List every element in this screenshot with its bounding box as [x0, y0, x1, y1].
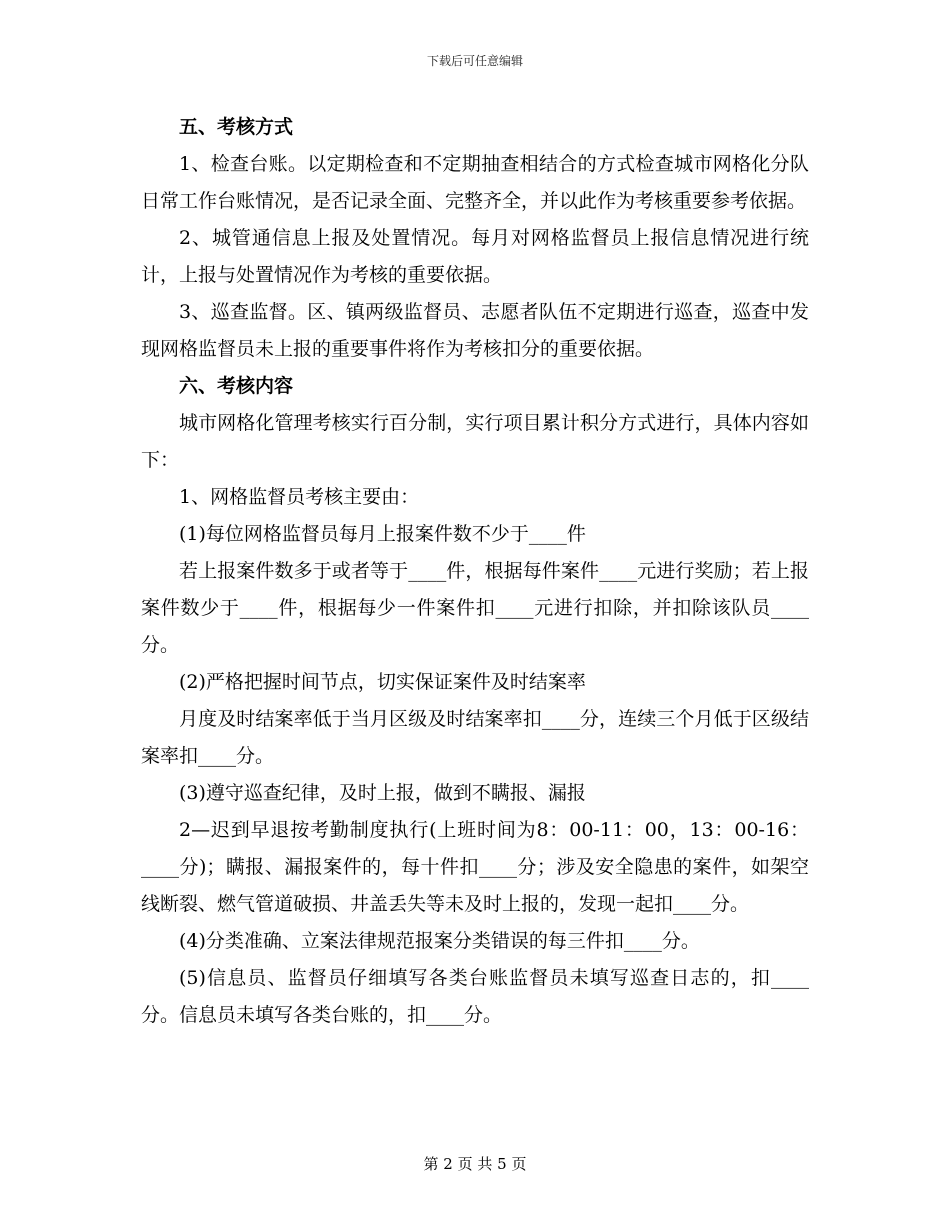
paragraph: (2)严格把握时间节点，切实保证案件及时结案率: [179, 671, 586, 693]
paragraph: 3、巡查监督。区、镇两级监督员、志愿者队伍不定期进行巡查，巡查中发现网格监督员未上报的重要事件将作为考核扣分的重要依据。: [141, 301, 809, 360]
paragraph: (3)遵守巡查纪律，及时上报，做到不瞒报、漏报: [179, 782, 586, 804]
document-body: [141, 109, 809, 1034]
paragraph: (4)分类准确、立案法律规范报案分类错误的每三件扣____分。: [179, 930, 700, 952]
paragraph: 城市网格化管理考核实行百分制，实行项目累计积分方式进行，具体内容如下：: [141, 412, 809, 471]
page-header-note: 下载后可任意编辑: [426, 54, 523, 68]
paragraph: (1)每位网格监督员每月上报案件数不少于____件: [179, 523, 586, 545]
page-number: 第 2 页 共 5 页: [423, 1155, 527, 1173]
section-5-heading: 五、考核方式: [179, 116, 294, 138]
paragraph: 2、城管通信息上报及处置情况。每月对网格监督员上报信息情况进行统计，上报与处置情况作为考核的重要依据。: [141, 227, 809, 286]
paragraph: 2—迟到早退按考勤制度执行(上班时间为8：00-11：00，13：00-16：____分)；瞒报、漏报案件的，每十件扣____分；涉及安全隐患的案件，如架空线断裂、燃气管道破损、井盖丢失等未及时上报的，发现一起扣____分。: [141, 819, 809, 915]
section-6-heading: 六、考核内容: [179, 375, 294, 397]
paragraph: 1、网格监督员考核主要由：: [179, 486, 420, 508]
paragraph: 1、检查台账。以定期检查和不定期抽查相结合的方式检查城市网格化分队日常工作台账情况，是否记录全面、完整齐全，并以此作为考核重要参考依据。: [141, 153, 809, 212]
paragraph: (5)信息员、监督员仔细填写各类台账监督员未填写巡查日志的，扣____分。信息员未填写各类台账的，扣____分。: [141, 967, 809, 1026]
paragraph: 若上报案件数多于或者等于____件，根据每件案件____元进行奖励；若上报案件数少于____件，根据每少一件案件扣____元进行扣除，并扣除该队员____分。: [141, 560, 809, 656]
paragraph: 月度及时结案率低于当月区级及时结案率扣____分，连续三个月低于区级结案率扣____分。: [141, 708, 809, 767]
